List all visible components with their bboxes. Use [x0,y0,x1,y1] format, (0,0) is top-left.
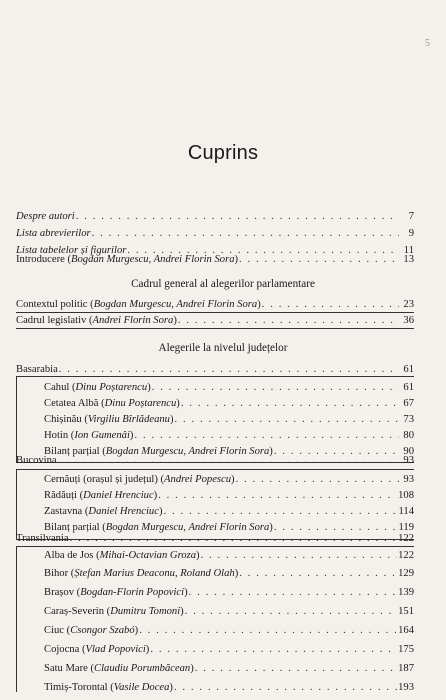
toc-entry [44,429,414,442]
toc-page: 175 [398,644,414,655]
divider [16,469,414,470]
toc-page: 151 [398,606,414,617]
toc-label: Lista tabelelor și figurilor [16,245,127,256]
divider [16,546,414,547]
divider [16,376,414,377]
toc-entry [16,210,414,223]
toc-entry [16,227,414,240]
toc-label: Introducere (Bogdan Murgescu, Andrei Florin Sora) [16,254,239,265]
toc-entry [44,567,414,580]
divider [16,469,17,539]
toc-page: 122 [398,550,414,561]
toc-page: 61 [403,382,414,393]
toc-label: Caraș-Severin (Dumitru Tomoni) [44,606,184,617]
toc-page: 129 [398,568,414,579]
toc-page: 114 [398,506,414,517]
toc-label: Cetatea Albă (Dinu Poștarencu) [44,398,180,409]
divider [16,328,414,329]
toc-page: 187 [398,663,414,674]
region-label: Basarabia [16,364,58,375]
toc-entry-intro [16,253,414,266]
toc-region [16,532,414,545]
toc-label: Lista abrevierilor [16,228,91,239]
toc-entry [44,413,414,426]
toc-region [16,363,414,376]
toc-entry [44,397,414,410]
toc-page: 9 [408,228,414,239]
divider [16,376,17,462]
page-folio: 5 [425,38,430,49]
divider [16,546,17,692]
toc-page: 67 [403,398,414,409]
toc-page: 61 [403,364,414,375]
toc-label: Ciuc (Csongor Szabó) [44,625,139,636]
toc-page: 119 [398,522,414,533]
toc-page: 108 [398,490,414,501]
toc-label: Cojocna (Vlad Popovici) [44,644,150,655]
toc-label: Hotin (Ion Gumenâi) [44,430,134,441]
toc-label: Cahul (Dinu Poștarencu) [44,382,151,393]
toc-entry [44,605,414,618]
toc-page: 23 [403,299,414,310]
toc-label: Satu Mare (Claudiu Porumbăcean) [44,663,194,674]
toc-label: Cernăuți (orașul și județul) (Andrei Popescu) [44,474,235,485]
toc-entry [44,489,414,502]
toc-label: Cadrul legislativ (Andrei Florin Sora) [16,315,177,326]
region-label: Bucovina [16,455,57,466]
toc-label: Bihor (Ștefan Marius Deaconu, Roland Olah) [44,568,239,579]
divider [16,312,414,313]
section-heading: Alegerile la nivelul județelor [158,342,288,354]
toc-entry [44,505,414,518]
toc-label: Chișinău (Virgiliu Bîrlădeanu) [44,414,174,425]
toc-entry [44,681,414,694]
toc-label: Contextul politic (Bogdan Murgescu, Andrei Florin Sora) [16,299,261,310]
toc-entry [44,624,414,637]
toc-page: 139 [398,587,414,598]
toc-page: 90 [403,446,414,457]
toc-page: 13 [403,254,414,265]
toc-label: Alba de Jos (Mihai-Octavian Groza) [44,550,200,561]
toc-entry [16,314,414,327]
section-heading: Cadrul general al alegerilor parlamentare [131,278,315,290]
toc-page: 193 [398,682,414,693]
toc-entry [44,643,414,656]
toc-entry [44,586,414,599]
toc-entry [16,298,414,311]
toc-page: 122 [398,533,414,544]
toc-page: 93 [403,455,414,466]
toc-label: Bilanț parțial (Bogdan Murgescu, Andrei Florin Sora) [44,522,273,533]
toc-page: 73 [403,414,414,425]
toc-label: Rădăuți (Daniel Hrenciuc) [44,490,158,501]
toc-page: 93 [403,474,414,485]
toc-page: 36 [403,315,414,326]
toc-page: 164 [398,625,414,636]
toc-label: Despre autori [16,211,75,222]
page-title: Cuprins [187,142,259,164]
toc-entry [44,549,414,562]
toc-region [16,454,414,467]
toc-page: 11 [403,245,414,256]
toc-entry [44,473,414,486]
toc-label: Bilanț parțial (Bogdan Murgescu, Andrei Florin Sora) [44,446,273,457]
region-label: Transilvania [16,533,69,544]
toc-label: Timiș-Torontal (Vasile Docea) [44,682,173,693]
toc-entry [44,381,414,394]
toc-page: 7 [408,211,414,222]
toc-label: Zastavna (Daniel Hrenciuc) [44,506,163,517]
toc-entry [44,662,414,675]
toc-label: Brașov (Bogdan-Florin Popovici) [44,587,188,598]
toc-page: 80 [403,430,414,441]
